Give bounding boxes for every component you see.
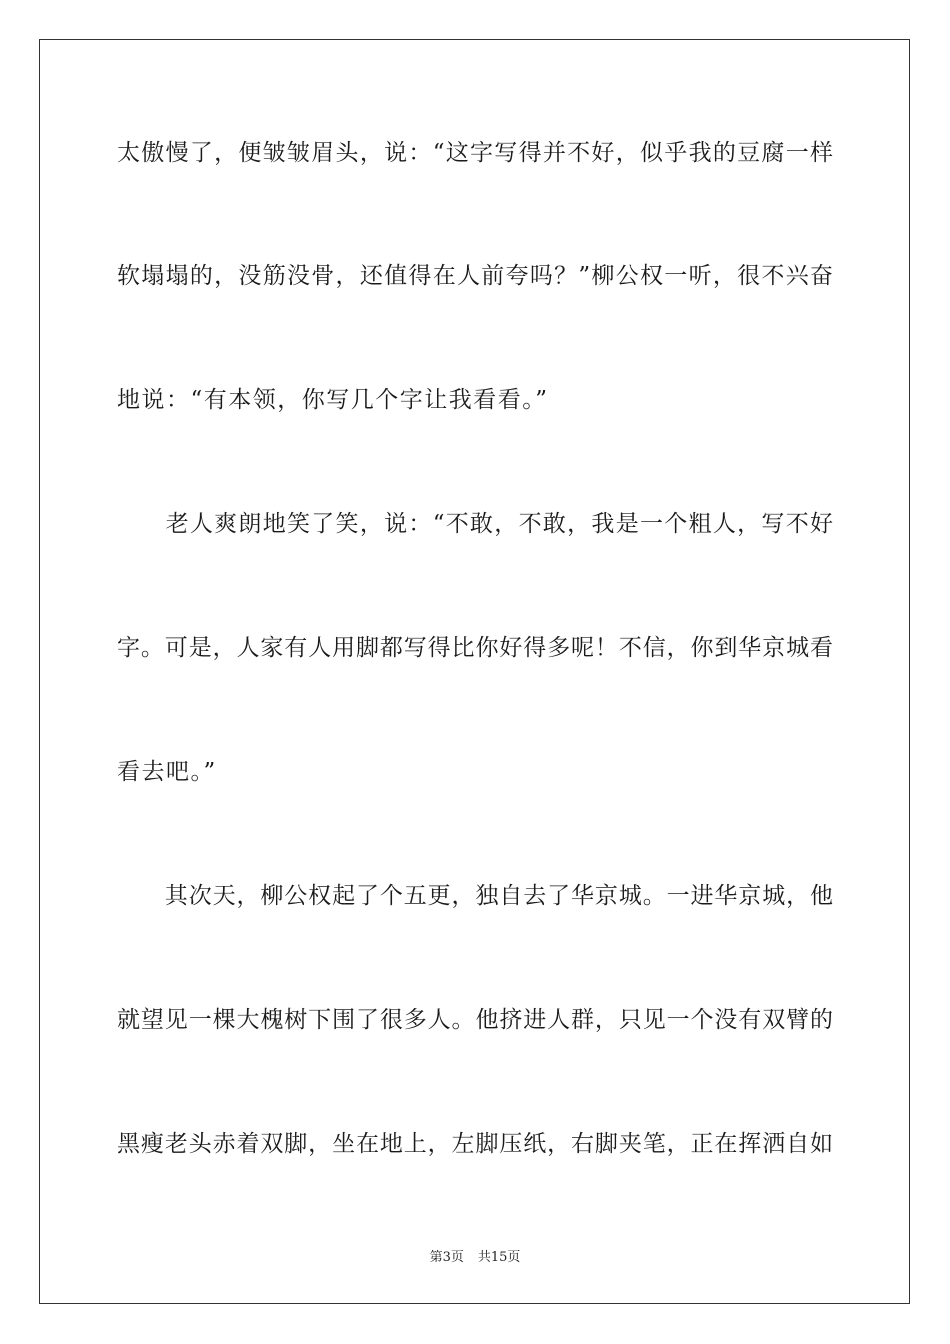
text-line: 老人爽朗地笑了笑，说：“不敢，不敢，我是一个粗人，写不好	[117, 511, 833, 537]
text-line: 就望见一棵大槐树下围了很多人。他挤进人群，只见一个没有双臂的	[117, 1007, 833, 1033]
page-footer	[0, 1246, 950, 1265]
text-line: 黑瘦老头赤着双脚，坐在地上，左脚压纸，右脚夹笔，正在挥洒自如	[117, 1131, 833, 1157]
total-pages: 共15页	[477, 1250, 521, 1265]
text-line: 看去吧。”	[117, 759, 217, 785]
text-line: 软塌塌的，没筋没骨，还值得在人前夸吗？”柳公权一听，很不兴奋	[117, 263, 833, 289]
text-line: 其次天，柳公权起了个五更，独自去了华京城。一进华京城，他	[117, 883, 833, 909]
page-border	[39, 39, 910, 1304]
text-line: 字。可是，人家有人用脚都写得比你好得多呢！不信，你到华京城看	[117, 635, 833, 661]
page-number: 第3页	[429, 1250, 464, 1265]
text-line: 太傲慢了，便皱皱眉头，说：“这字写得并不好，似乎我的豆腐一样	[117, 140, 833, 166]
text-line: 地说：“有本领，你写几个字让我看看。”	[117, 387, 549, 413]
